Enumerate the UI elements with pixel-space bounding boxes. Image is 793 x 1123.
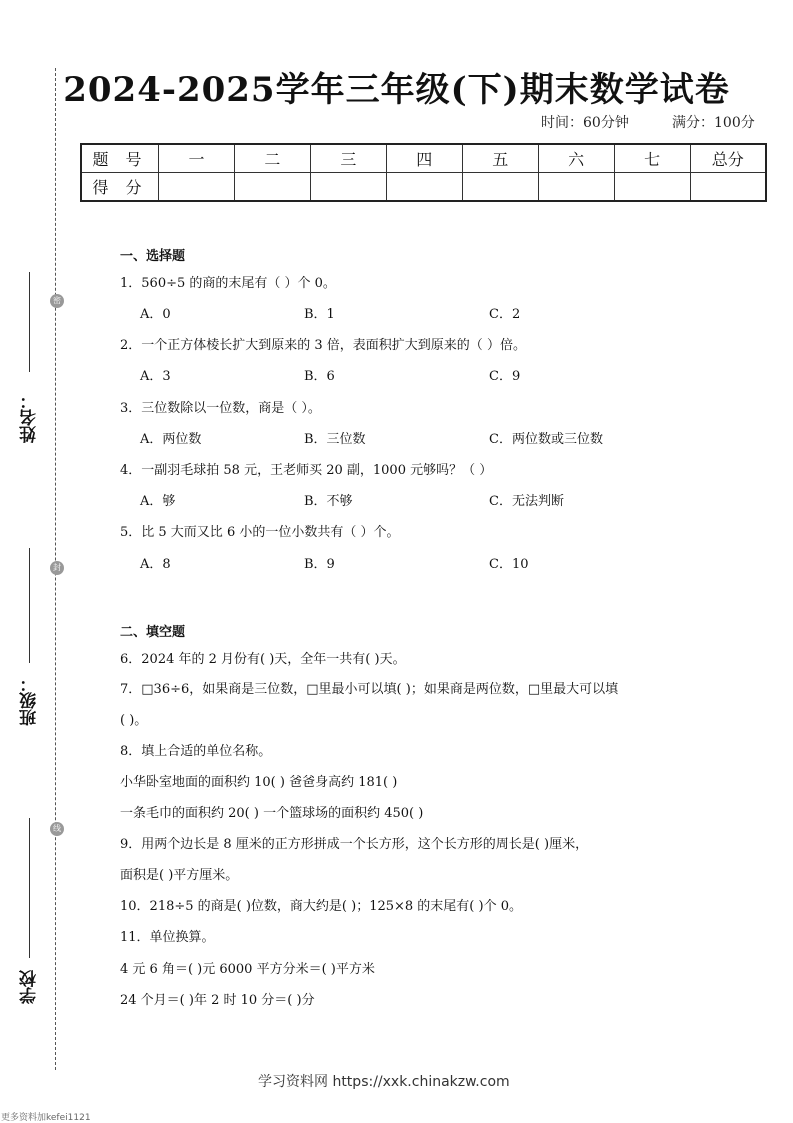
- fill-line-9b: 面积是( )平方厘米。: [120, 868, 239, 883]
- header-cell-7: 七: [614, 144, 690, 173]
- score-table-header-row: [81, 144, 766, 173]
- section-1-title: 一、选择题: [120, 249, 186, 264]
- question-1-option-a: A．0: [140, 307, 171, 322]
- score-table-score-row: [81, 173, 766, 202]
- name-label: 姓名：: [20, 392, 40, 443]
- page-title: 2024-2025学年三年级(下)期末数学试卷: [63, 70, 730, 110]
- fill-line-11: 11．单位换算。: [120, 930, 215, 945]
- header-cell-4: 四: [386, 144, 462, 173]
- school-blank-line: [29, 818, 30, 958]
- question-4-option-a: A．够: [140, 494, 176, 509]
- seal-mi-icon: 密: [50, 294, 64, 308]
- header-cell-1: 一: [159, 144, 235, 173]
- school-label: 学校: [20, 970, 40, 1004]
- question-4-option-c: C．无法判断: [489, 494, 564, 509]
- score-label-cell: 得 分: [81, 173, 159, 202]
- fill-line-8b: 一条毛巾的面积约 20( ) 一个篮球场的面积约 450( ): [120, 806, 424, 821]
- seal-xian-icon: 线: [50, 822, 64, 836]
- section-2-title: 二、填空题: [120, 625, 186, 640]
- score-cell[interactable]: [538, 173, 614, 202]
- fill-line-7a: 7．□36÷6，如果商是三位数，□里最小可以填( )；如果商是两位数，□里最大可以填: [120, 682, 619, 697]
- question-4: 4．一副羽毛球拍 58 元，王老师买 20 副，1000 元够吗？（ ）: [120, 463, 493, 478]
- score-cell[interactable]: [310, 173, 386, 202]
- fill-line-7b: ( )。: [120, 713, 148, 728]
- header-cell-2: 二: [234, 144, 310, 173]
- question-4-option-b: B．不够: [304, 494, 353, 509]
- fill-line-11a: 4 元 6 角＝( )元 6000 平方分米＝( )平方米: [120, 962, 375, 977]
- question-1: 1．560÷5 的商的末尾有（ ）个 0。: [120, 276, 336, 291]
- fill-line-8a: 小华卧室地面的面积约 10( ) 爸爸身高约 181( ): [120, 775, 398, 790]
- score-cell[interactable]: [234, 173, 310, 202]
- score-cell[interactable]: [159, 173, 235, 202]
- class-blank-line: [29, 548, 30, 663]
- header-cell-number: 题 号: [81, 144, 159, 173]
- footer-watermark: 学习资料网 https://xxk.chinakzw.com: [258, 1074, 510, 1090]
- fill-line-9a: 9．用两个边长是 8 厘米的正方形拼成一个长方形，这个长方形的周长是( )厘米，: [120, 837, 589, 852]
- score-cell[interactable]: [614, 173, 690, 202]
- question-1-option-c: C．2: [489, 307, 521, 322]
- header-cell-3: 三: [310, 144, 386, 173]
- question-1-option-b: B．1: [304, 307, 335, 322]
- score-cell[interactable]: [462, 173, 538, 202]
- header-cell-6: 六: [538, 144, 614, 173]
- question-3: 3．三位数除以一位数，商是（ ）。: [120, 401, 321, 416]
- fill-line-8: 8．填上合适的单位名称。: [120, 744, 272, 759]
- seal-feng-icon: 封: [50, 561, 64, 575]
- footer-contact: 更多资料加kefei1121: [1, 1113, 91, 1123]
- fill-line-6: 6．2024 年的 2 月份有( )天，全年一共有( )天。: [120, 652, 406, 667]
- class-label: 班级：: [20, 675, 40, 726]
- exam-time: 时间：60分钟: [541, 115, 629, 131]
- name-blank-line: [29, 272, 30, 372]
- question-5-option-c: C．10: [489, 557, 529, 572]
- score-cell[interactable]: [690, 173, 766, 202]
- score-cell[interactable]: [386, 173, 462, 202]
- question-2: 2．一个正方体棱长扩大到原来的 3 倍，表面积扩大到原来的（ ）倍。: [120, 338, 526, 353]
- question-2-option-c: C．9: [489, 369, 521, 384]
- question-5-option-a: A．8: [140, 557, 171, 572]
- question-3-option-c: C．两位数或三位数: [489, 432, 603, 447]
- question-3-option-a: A．两位数: [140, 432, 202, 447]
- question-3-option-b: B．三位数: [304, 432, 366, 447]
- score-table: [80, 143, 767, 202]
- header-cell-5: 五: [462, 144, 538, 173]
- full-score: 满分：100分: [672, 115, 755, 131]
- fill-line-11b: 24 个月＝( )年 2 时 10 分＝( )分: [120, 993, 315, 1008]
- header-cell-total: 总分: [690, 144, 766, 173]
- question-5: 5．比 5 大而又比 6 小的一位小数共有（ ）个。: [120, 525, 400, 540]
- question-2-option-b: B．6: [304, 369, 335, 384]
- fill-line-10: 10．218÷5 的商是( )位数，商大约是( )；125×8 的末尾有( )个 0。: [120, 899, 522, 914]
- question-5-option-b: B．9: [304, 557, 335, 572]
- question-2-option-a: A．3: [140, 369, 171, 384]
